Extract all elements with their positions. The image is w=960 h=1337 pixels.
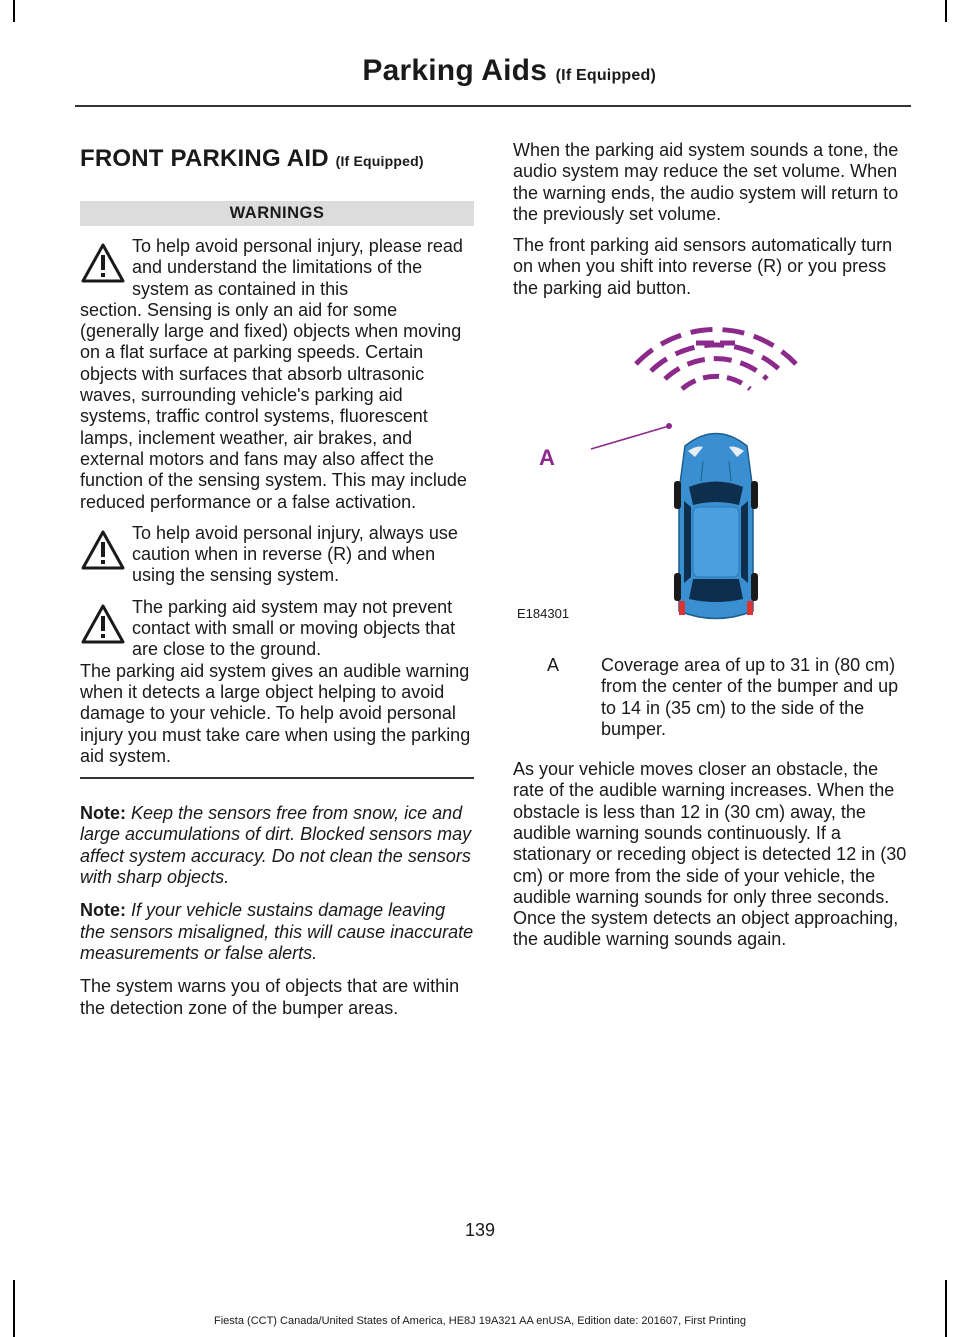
section-title xyxy=(80,145,474,173)
warning-3-lead: The parking aid system may not prevent contact with small or moving objects that are close to the ground. xyxy=(132,596,456,660)
warnings-end-divider xyxy=(80,777,474,779)
crop-mark-bottom-left xyxy=(13,1280,15,1337)
crop-mark-top-right xyxy=(945,0,947,22)
header-title-suffix: (If Equipped) xyxy=(555,67,656,84)
section-title-suffix: (If Equipped) xyxy=(335,153,424,169)
car-body xyxy=(674,434,758,619)
audible-warning-paragraph: As your vehicle moves closer an obstacle, the rate of the audible warning increases. When the obstacle is less than 12 in (30 cm) away, the audible warning sounds continuously. If a stationary or receding object is detected 12 in (30 cm) or more from the side of your vehicle, the audible warning sounds for only three seconds. Once the system detects an object approaching, the audible warning sounds again. xyxy=(513,759,907,950)
caption-key: A xyxy=(547,655,560,676)
crop-mark-top-left xyxy=(13,0,15,22)
warning-2-text: To help avoid personal injury, always use caution when in reverse (R) and when using the sensing system. xyxy=(132,522,458,586)
left-column xyxy=(80,140,474,1019)
detection-zone-paragraph: The system warns you of objects that are within the detection zone of the bumper areas. xyxy=(80,976,460,1018)
callout-dot xyxy=(666,423,672,429)
sensing-zone-arcs xyxy=(636,330,796,390)
page-header-title xyxy=(362,54,656,88)
note-2-text: If your vehicle sustains damage leaving the sensors misaligned, this will cause inaccurate measurements or false alerts. xyxy=(80,900,474,963)
header-title-text: Parking Aids xyxy=(362,54,548,87)
warning-1-lead: To help avoid personal injury, please read and understand the limitations of the system as contained in this xyxy=(132,236,463,299)
car-top-view-illustration xyxy=(513,321,907,625)
sensors-activation-paragraph: The front parking aid sensors automatically turn on when you shift into reverse (R) or you press the parking aid button. xyxy=(513,235,893,298)
caption-description: Coverage area of up to 31 in (80 cm) from the center of the bumper and up to 14 in (35 cm) to the side of the bumper. xyxy=(601,655,899,739)
parking-aid-figure xyxy=(513,321,907,625)
crop-mark-bottom-right xyxy=(945,1280,947,1337)
warning-1 xyxy=(80,236,474,513)
note-1-label: Note: xyxy=(80,803,126,824)
right-column xyxy=(513,140,907,969)
figure-code: E184301 xyxy=(517,606,570,622)
header-divider xyxy=(75,105,911,107)
note-2 xyxy=(80,900,474,964)
warning-2 xyxy=(80,523,474,587)
callout-line xyxy=(591,426,669,449)
note-2-label: Note: xyxy=(80,900,126,921)
callout-label-a: A xyxy=(539,445,555,471)
warning-triangle-icon xyxy=(80,529,126,571)
figure-caption xyxy=(513,655,907,741)
page-number: 139 xyxy=(464,1220,496,1240)
warning-3 xyxy=(80,597,474,767)
note-1-text: Keep the sensors free from snow, ice and large accumulations of dirt. Blocked sensors may affect system accuracy. Do not clean the sensors with sharp objects. xyxy=(80,803,472,888)
warnings-heading: WARNINGS xyxy=(80,201,474,226)
audio-volume-paragraph: When the parking aid system sounds a tone, the audio system may reduce the set volume. When the warning ends, the audio system will return to the previously set volume. xyxy=(513,140,899,224)
warning-3-rest: The parking aid system gives an audible warning when it detects a large object helping to avoid damage to your vehicle. To help avoid personal injury you must take care when using the parking aid system. xyxy=(80,660,471,766)
warning-triangle-icon xyxy=(80,242,126,284)
section-title-text: FRONT PARKING AID xyxy=(80,145,329,172)
warning-1-rest: section. Sensing is only an aid for some (generally large and fixed) objects when moving on a flat surface at parking speeds. Certain objects with surfaces that absorb ultrasonic waves, surrounding vehicle's parking aid systems, traffic control systems, fluorescent lamps, inclement weather, air brakes, and external motors and fans may also affect the function of the sensing system. This may include reduced performance or a false activation. xyxy=(80,299,467,512)
footer-edition-info: Fiesta (CCT) Canada/United States of America, HE8J 19A321 AA enUSA, Edition date: 201607, First Printing xyxy=(214,1315,746,1327)
note-1 xyxy=(80,803,474,888)
warning-triangle-icon xyxy=(80,603,126,645)
